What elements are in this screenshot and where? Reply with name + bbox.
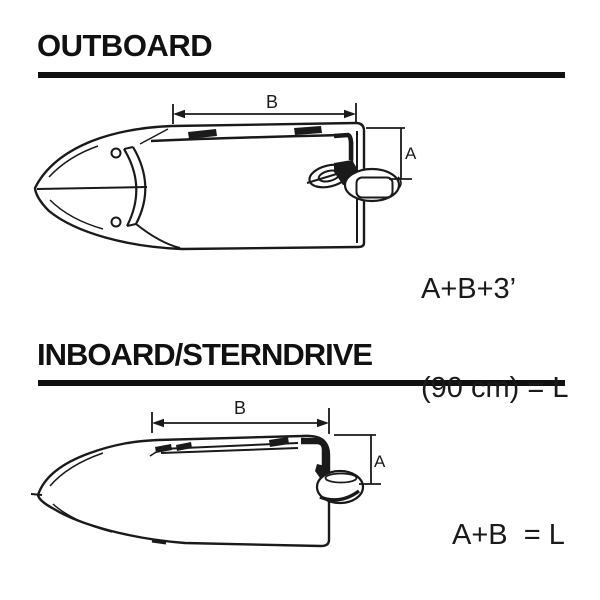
outboard-dimension-b bbox=[173, 103, 356, 124]
outboard-dimension-b-label: B bbox=[266, 92, 279, 112]
outboard-motor-icon bbox=[334, 160, 401, 201]
inboard-dimension-a-label: A bbox=[374, 452, 386, 471]
sterndrive-unit-icon bbox=[315, 464, 363, 503]
inboard-dimension-b-label: B bbox=[234, 398, 247, 418]
outboard-length-formula bbox=[421, 207, 568, 438]
deck-cleat-icon bbox=[112, 218, 121, 227]
deck-fitting-icon bbox=[269, 437, 289, 447]
outboard-section-title: OUTBOARD bbox=[37, 28, 213, 63]
outboard-dimension-a-label: A bbox=[405, 144, 417, 163]
deck-cleat-icon bbox=[112, 149, 121, 158]
inboard-boat-top-view bbox=[31, 436, 329, 546]
inboard-length-formula: A+B = L bbox=[452, 519, 565, 551]
outboard-formula-line2: (90 cm) = L bbox=[421, 372, 569, 404]
inboard-section-title: INBOARD/STERNDRIVE bbox=[37, 337, 373, 372]
deck-fitting-icon bbox=[176, 442, 192, 451]
outboard-formula-line1: A+B+3’ bbox=[421, 273, 517, 305]
outboard-boat-top-view bbox=[35, 123, 364, 249]
deck-fitting-icon bbox=[294, 126, 322, 135]
